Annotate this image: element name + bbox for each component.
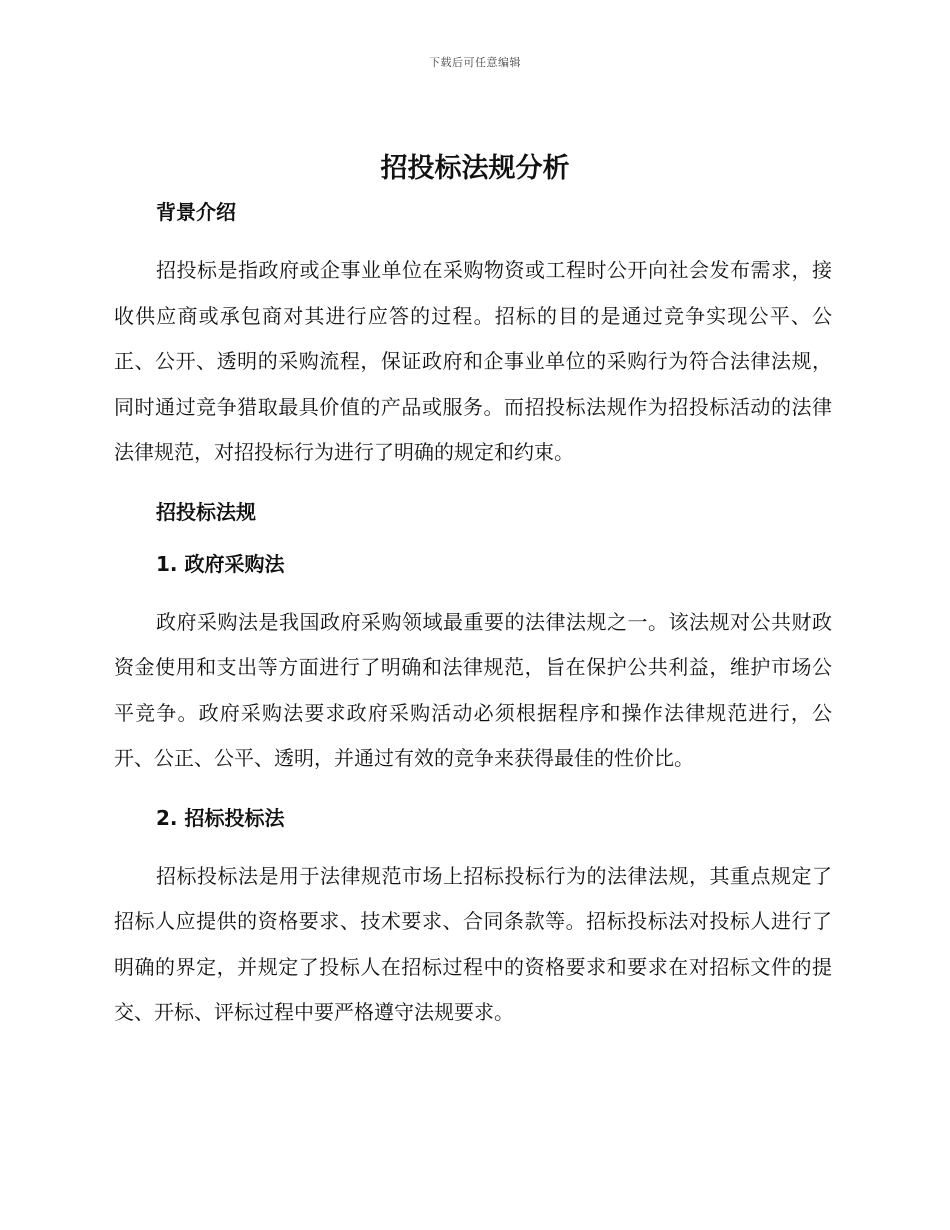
law1-paragraph: 政府采购法是我国政府采购领域最重要的法律法规之一。该法规对公共财政资金使用和支出等方面进行了明确和法律规范，旨在保护公共利益，维护市场公平竞争。政府采购法要求政府采购活动必须根据程序和操作法律规范进行，公开、公正、公平、透明，并通过有效的竞争来获得最佳的性价比。 xyxy=(114,609,832,770)
document-body xyxy=(114,196,832,1056)
law2-paragraph: 招标投标法是用于法律规范市场上招标投标行为的法律法规，其重点规定了招标人应提供的资格要求、技术要求、合同条款等。招标投标法对投标人进行了明确的界定，并规定了投标人在招标过程中的资格要求和要求在对招标文件的提交、开标、评标过程中要严格遵守法规要求。 xyxy=(114,863,832,1024)
regulations-heading: 招投标法规 xyxy=(156,499,256,524)
law2-heading: 2. 招标投标法 xyxy=(156,805,285,830)
header-note: 下载后可任意编辑 xyxy=(429,56,521,69)
background-paragraph: 招投标是指政府或企事业单位在采购物资或工程时公开向社会发布需求，接收供应商或承包商对其进行应答的过程。招标的目的是通过竞争实现公平、公正、公开、透明的采购流程，保证政府和企事业单位的采购行为符合法律法规，同时通过竞争猎取最具价值的产品或服务。而招投标法规作为招投标活动的法律法律规范，对招投标行为进行了明确的规定和约束。 xyxy=(114,258,832,464)
law1-heading: 1. 政府采购法 xyxy=(156,551,285,576)
document-title: 招投标法规分析 xyxy=(380,153,570,184)
background-heading: 背景介绍 xyxy=(156,200,236,224)
